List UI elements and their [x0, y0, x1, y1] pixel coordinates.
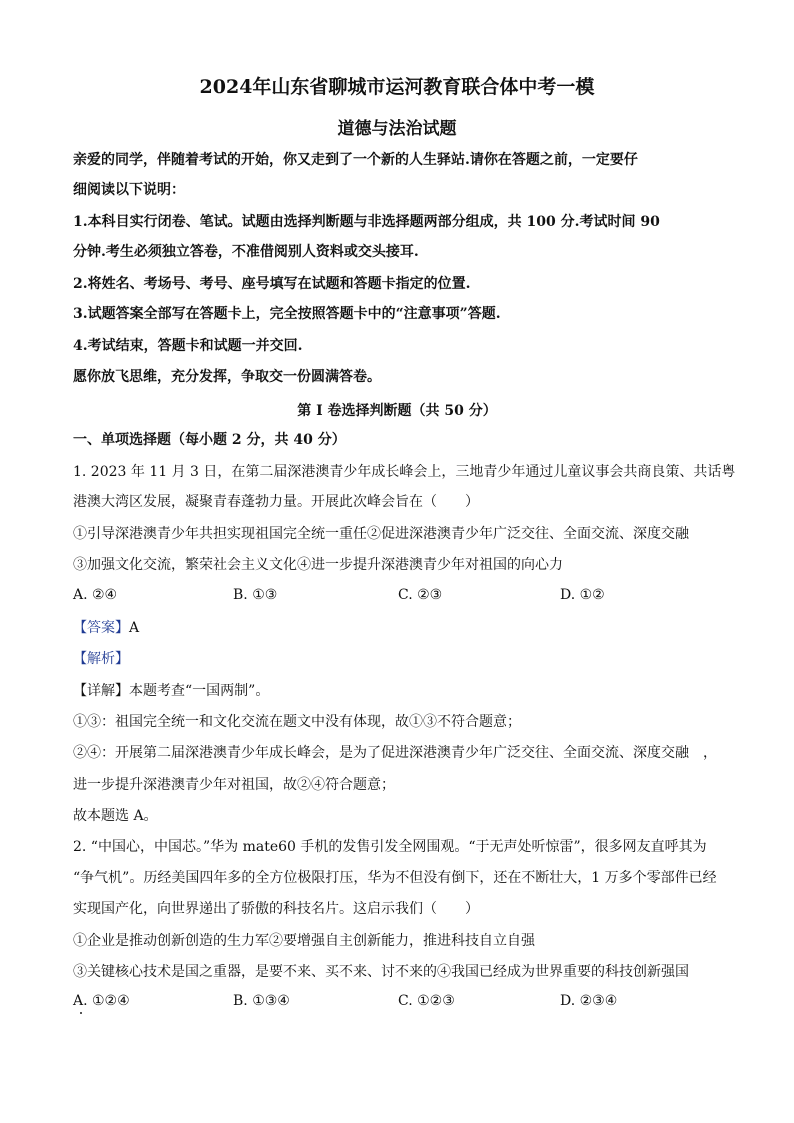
instruction-item-1b: 分钟.考生必须独立答卷，不准借阅别人资料或交头接耳. [73, 244, 419, 260]
q2-option-b: B. ①③④ [233, 993, 290, 1009]
q1-explanation-1: ①③：祖国完全统一和文化交流在题文中没有体现，故①③不符合题意； [73, 714, 521, 730]
exam-subtitle: 道德与法治试题 [337, 119, 457, 139]
q1-detail [73, 681, 733, 701]
q1-option-b: B. ①③ [233, 587, 278, 603]
q2-option-a: A. ①②④ [73, 993, 130, 1009]
q2-option-c: C. ①②③ [398, 993, 455, 1009]
q2-stem-2: “争气机”。历经美国四年多的全方位极限打压，华为不但没有倒下，还在不断壮大，1 万多个零部件已经 [73, 870, 717, 886]
analysis-tag: 【解析】 [73, 651, 129, 667]
instruction-closing: 愿你放飞思维，充分发挥，争取交一份圆满答卷。 [73, 369, 381, 385]
q2-option-d: D. ②③④ [560, 993, 618, 1009]
q1-statement-1: ①引导深港澳青少年共担实现祖国完全统一重任②促进深港澳青少年广泛交往、全面交流、深度交融 [73, 526, 689, 542]
intro-line-2: 细阅读以下说明： [73, 182, 185, 198]
q1-option-a: A. ②④ [73, 587, 118, 603]
answer-value: A [129, 620, 140, 636]
q1-option-d: D. ①② [560, 587, 605, 603]
q2-statement-2: ③关键核心技术是国之重器，是要不来、买不来、讨不来的④我国已经成为世界重要的科技创新强国 [73, 964, 689, 980]
instruction-item-1a: 1.本科目实行闭卷、笔试。试题由选择判断题与非选择题两部分组成，共 100 分.考试时间 90 [73, 214, 660, 230]
q1-explanation-3: 进一步提升深港澳青少年对祖国，故②④符合题意； [73, 777, 395, 793]
instruction-item-4: 4.考试结束，答题卡和试题一并交回. [73, 338, 303, 354]
q1-option-c: C. ②③ [398, 587, 443, 603]
answer-tag: 【答案】 [73, 620, 129, 636]
part-title: 第 I 卷选择判断题（共 50 分） [297, 403, 497, 419]
q2-statement-1: ①企业是推动创新创造的生力军②要增强自主创新能力，推进科技自立自强 [73, 933, 535, 949]
q2-stem-3: 实现国产化，向世界递出了骄傲的科技名片。这启示我们（ ） [73, 901, 479, 917]
q2-stem-1: 2. “中国心，中国芯。”华为 mate60 手机的发售引发全网围观。“于无声处听惊雷”，很多网友直呼其为 [73, 839, 707, 855]
stray-dot [80, 1012, 82, 1014]
q1-conclusion: 故本题选 A。 [73, 808, 158, 824]
q1-statement-2: ③加强文化交流，繁荣社会主义文化④进一步提升深港澳青少年对祖国的向心力 [73, 557, 563, 573]
q1-answer [73, 618, 733, 638]
detail-tag: 【详解】 [73, 683, 129, 699]
q1-stem-1: 1. 2023 年 11 月 3 日，在第二届深港澳青少年成长峰会上，三地青少年通过儿童议事会共商良策、共话粤 [73, 464, 736, 480]
intro-line-1: 亲爱的同学，伴随着考试的开始，你又走到了一个新的人生驿站.请你在答题之前，一定要仔 [73, 152, 638, 168]
detail-text: 本题考查“一国两制”。 [129, 683, 270, 699]
q1-explanation-2: ②④：开展第二届深港澳青少年成长峰会，是为了促进深港澳青少年广泛交往、全面交流、深度交融 ， [73, 745, 717, 761]
exam-title: 2024年山东省聊城市运河教育联合体中考一模 [199, 76, 595, 98]
instruction-item-2: 2.将姓名、考场号、考号、座号填写在试题和答题卡指定的位置. [73, 276, 471, 292]
part-heading: 一、单项选择题（每小题 2 分，共 40 分） [73, 432, 346, 448]
q1-stem-2: 港澳大湾区发展，凝聚青春蓬勃力量。开展此次峰会旨在（ ） [73, 494, 479, 510]
instruction-item-3: 3.试题答案全部写在答题卡上，完全按照答题卡中的“注意事项”答题. [73, 306, 501, 322]
